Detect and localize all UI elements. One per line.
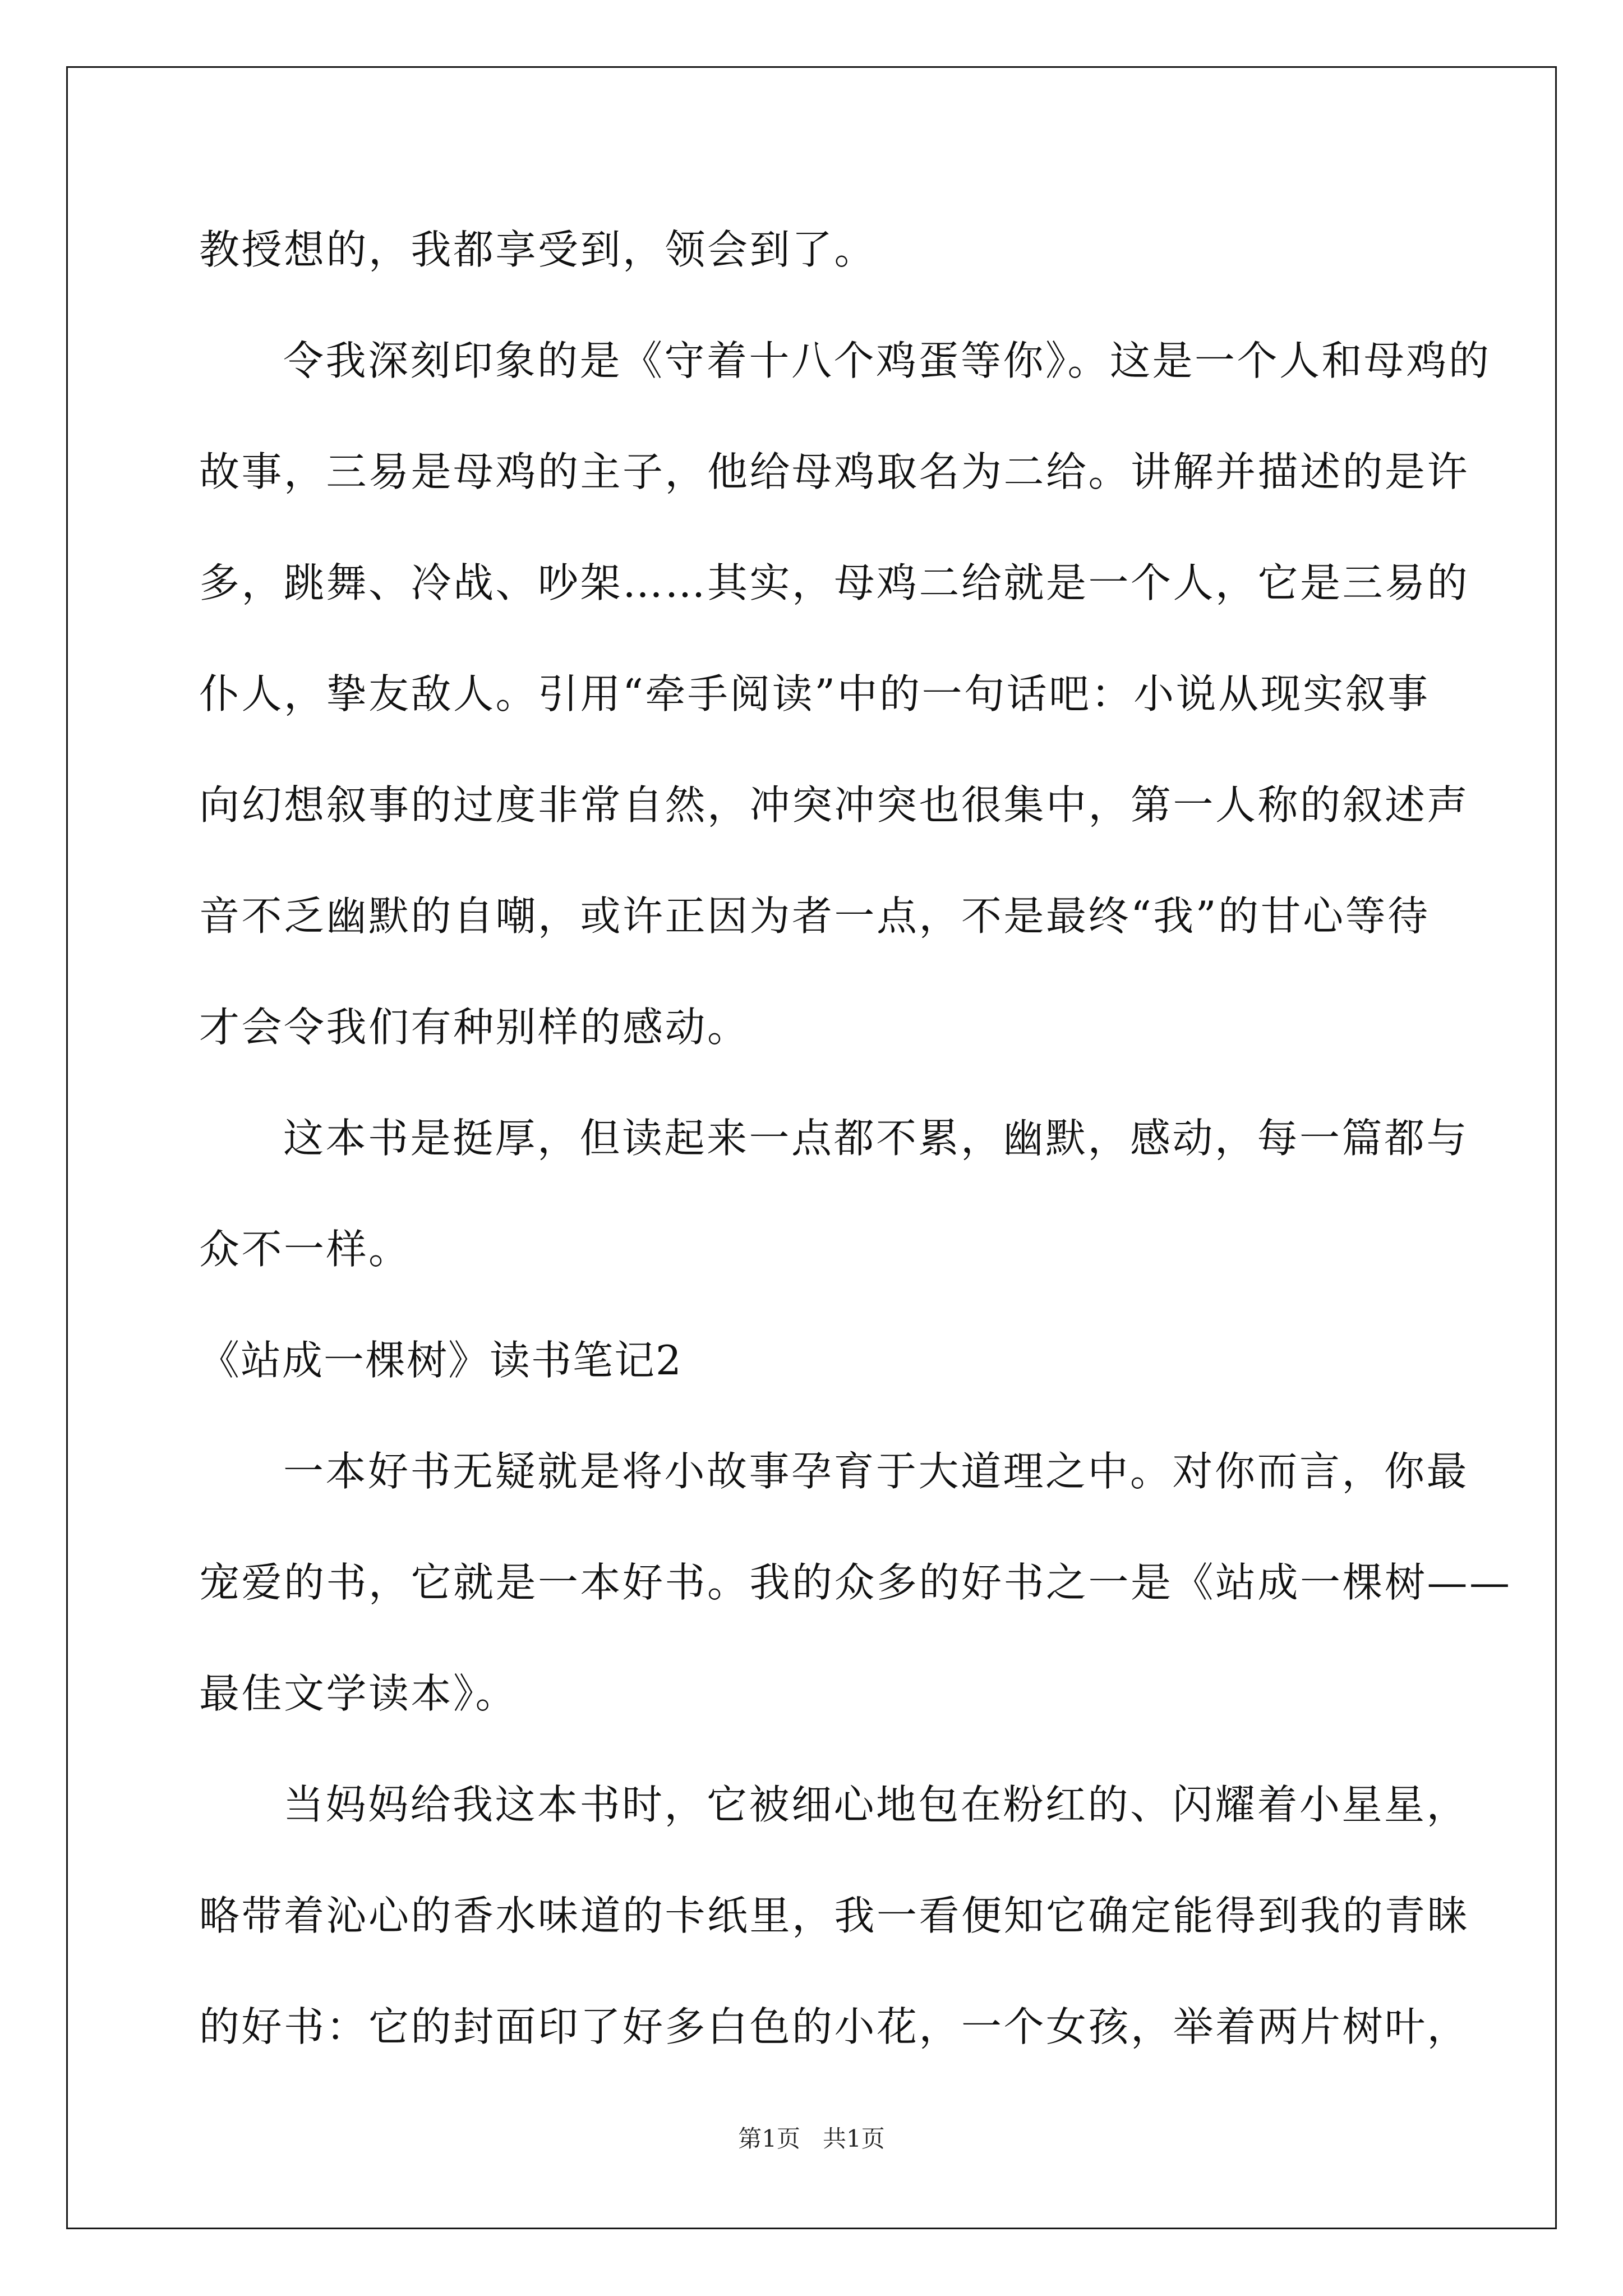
text-line: 当妈妈给我这本书时，它被细心地包在粉红的、闪耀着小星星， [283,1781,1469,1828]
text-line: 略带着沁心的香水味道的卡纸里，我一看便知它确定能得到我的青睐 [199,1892,1470,1939]
page-footer [0,2120,1623,2154]
text-line: 这本书是挺厚，但读起来一点都不累，幽默，感动，每一篇都与 [283,1115,1469,1162]
section-heading: 《站成一棵树》读书笔记2 [199,1337,683,1384]
page-number: 第1页 [738,2125,800,2152]
text-line: 向幻想叙事的过度非常自然，冲突冲突也很集中，第一人称的叙述声 [199,781,1470,829]
text-line: 才会令我们有种别样的感动。 [199,1004,750,1051]
text-line: 令我深刻印象的是《守着十八个鸡蛋等你》。这是一个人和母鸡的 [283,337,1491,384]
page-total: 共1页 [823,2125,885,2152]
text-line: 众不一样。 [199,1226,411,1273]
text-line: 一本好书无疑就是将小故事孕育于大道理之中。对你而言，你最 [283,1448,1469,1495]
text-line: 音不乏幽默的自嘲，或许正因为者一点，不是最终“我”的甘心等待 [199,892,1430,940]
text-line: 的好书：它的封面印了好多白色的小花，一个女孩，举着两片树叶， [199,2003,1470,2050]
document-body [199,213,1512,2101]
text-line: 最佳文学读本》。 [199,1670,518,1717]
text-line: 仆人，挚友敌人。引用“牵手阅读”中的一句话吧：小说从现实叙事 [199,670,1430,717]
text-line: 宠爱的书，它就是一本好书。我的众多的好书之一是《站成一棵树—— [199,1559,1512,1606]
text-line: 故事，三易是母鸡的主子，他给母鸡取名为二给。讲解并描述的是许 [199,448,1470,495]
text-line: 多，跳舞、冷战、吵架……其实，母鸡二给就是一个人，它是三易的 [199,559,1470,606]
text-line: 教授想的，我都享受到，领会到了。 [199,226,877,273]
